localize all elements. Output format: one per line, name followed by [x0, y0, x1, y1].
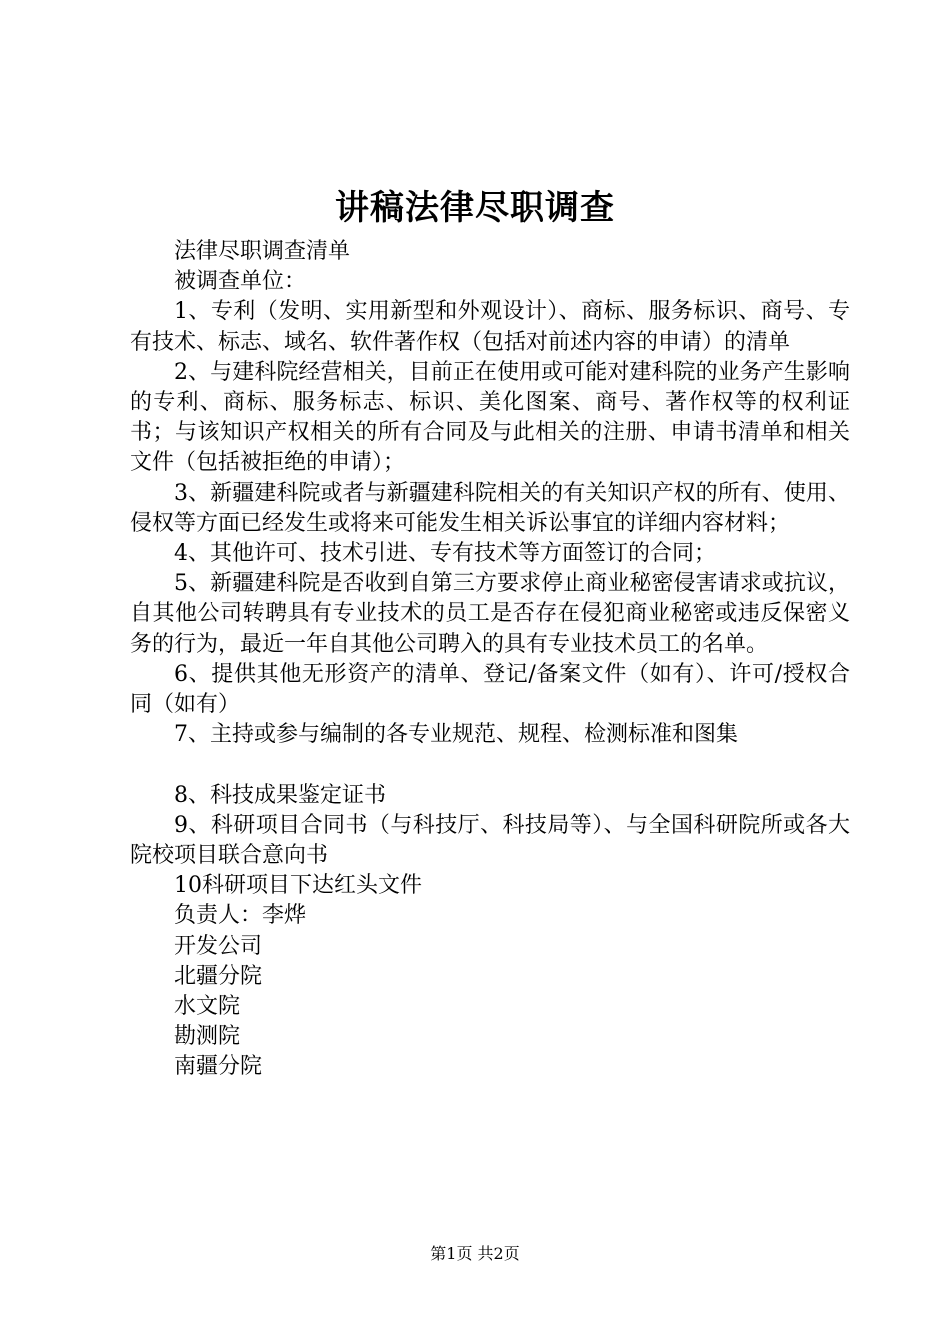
checklist-item-8: 8、科技成果鉴定证书 — [174, 782, 386, 808]
unit-name: 勘测院 — [174, 1024, 241, 1050]
checklist-item-5: 5、新疆建科院是否收到自第三方要求停止商业秘密侵害请求或抗议，自其他公司转聘具有专业技术的员工是否存在侵犯商业秘密或违反保密义务的行为，最近一年自其他公司聘入的具有专业技术员工的名单。 — [130, 571, 850, 657]
blank-line — [130, 750, 850, 780]
unit-name: 南疆分院 — [174, 1054, 263, 1080]
checklist-item-3: 3、新疆建科院或者与新疆建科院相关的有关知识产权的所有、使用、侵权等方面已经发生或将来可能发生相关诉讼事宜的详细内容材料； — [130, 480, 850, 536]
unit-name: 北疆分院 — [174, 963, 263, 989]
checklist-item-7: 7、主持或参与编制的各专业规范、规程、检测标准和图集 — [174, 722, 738, 748]
checklist-item-1: 1、专利（发明、实用新型和外观设计）、商标、服务标识、商号、专有技术、标志、域名、软件著作权（包括对前述内容的申请）的清单 — [130, 299, 850, 355]
investigated-unit-label: 被调查单位： — [174, 269, 307, 295]
unit-name: 水文院 — [174, 994, 241, 1020]
checklist-item-2: 2、与建科院经营相关，目前正在使用或可能对建科院的业务产生影响的专利、商标、服务标志、标识、美化图案、商号、著作权等的权利证书；与该知识产权相关的所有合同及与此相关的注册、申请书清单和相关文件（包括被拒绝的申请）； — [130, 359, 850, 476]
checklist-heading: 法律尽职调查清单 — [174, 239, 351, 264]
checklist-item-4: 4、其他许可、技术引进、专有技术等方面签订的合同； — [174, 541, 716, 567]
unit-name: 开发公司 — [174, 933, 263, 959]
responsible-person: 负责人：李烨 — [174, 903, 307, 929]
document-body — [130, 237, 850, 1083]
page-number-footer: 第1页 共2页 — [430, 1244, 520, 1263]
document-title: 讲稿法律尽职调查 — [335, 188, 615, 228]
checklist-item-10: 10科研项目下达红头文件 — [174, 873, 422, 899]
checklist-item-6: 6、提供其他无形资产的清单、登记/备案文件（如有）、许可/授权合同（如有） — [130, 661, 850, 718]
checklist-item-9: 9、科研项目合同书（与科技厅、科技局等）、与全国科研院所或各大院校项目联合意向书 — [130, 812, 850, 869]
